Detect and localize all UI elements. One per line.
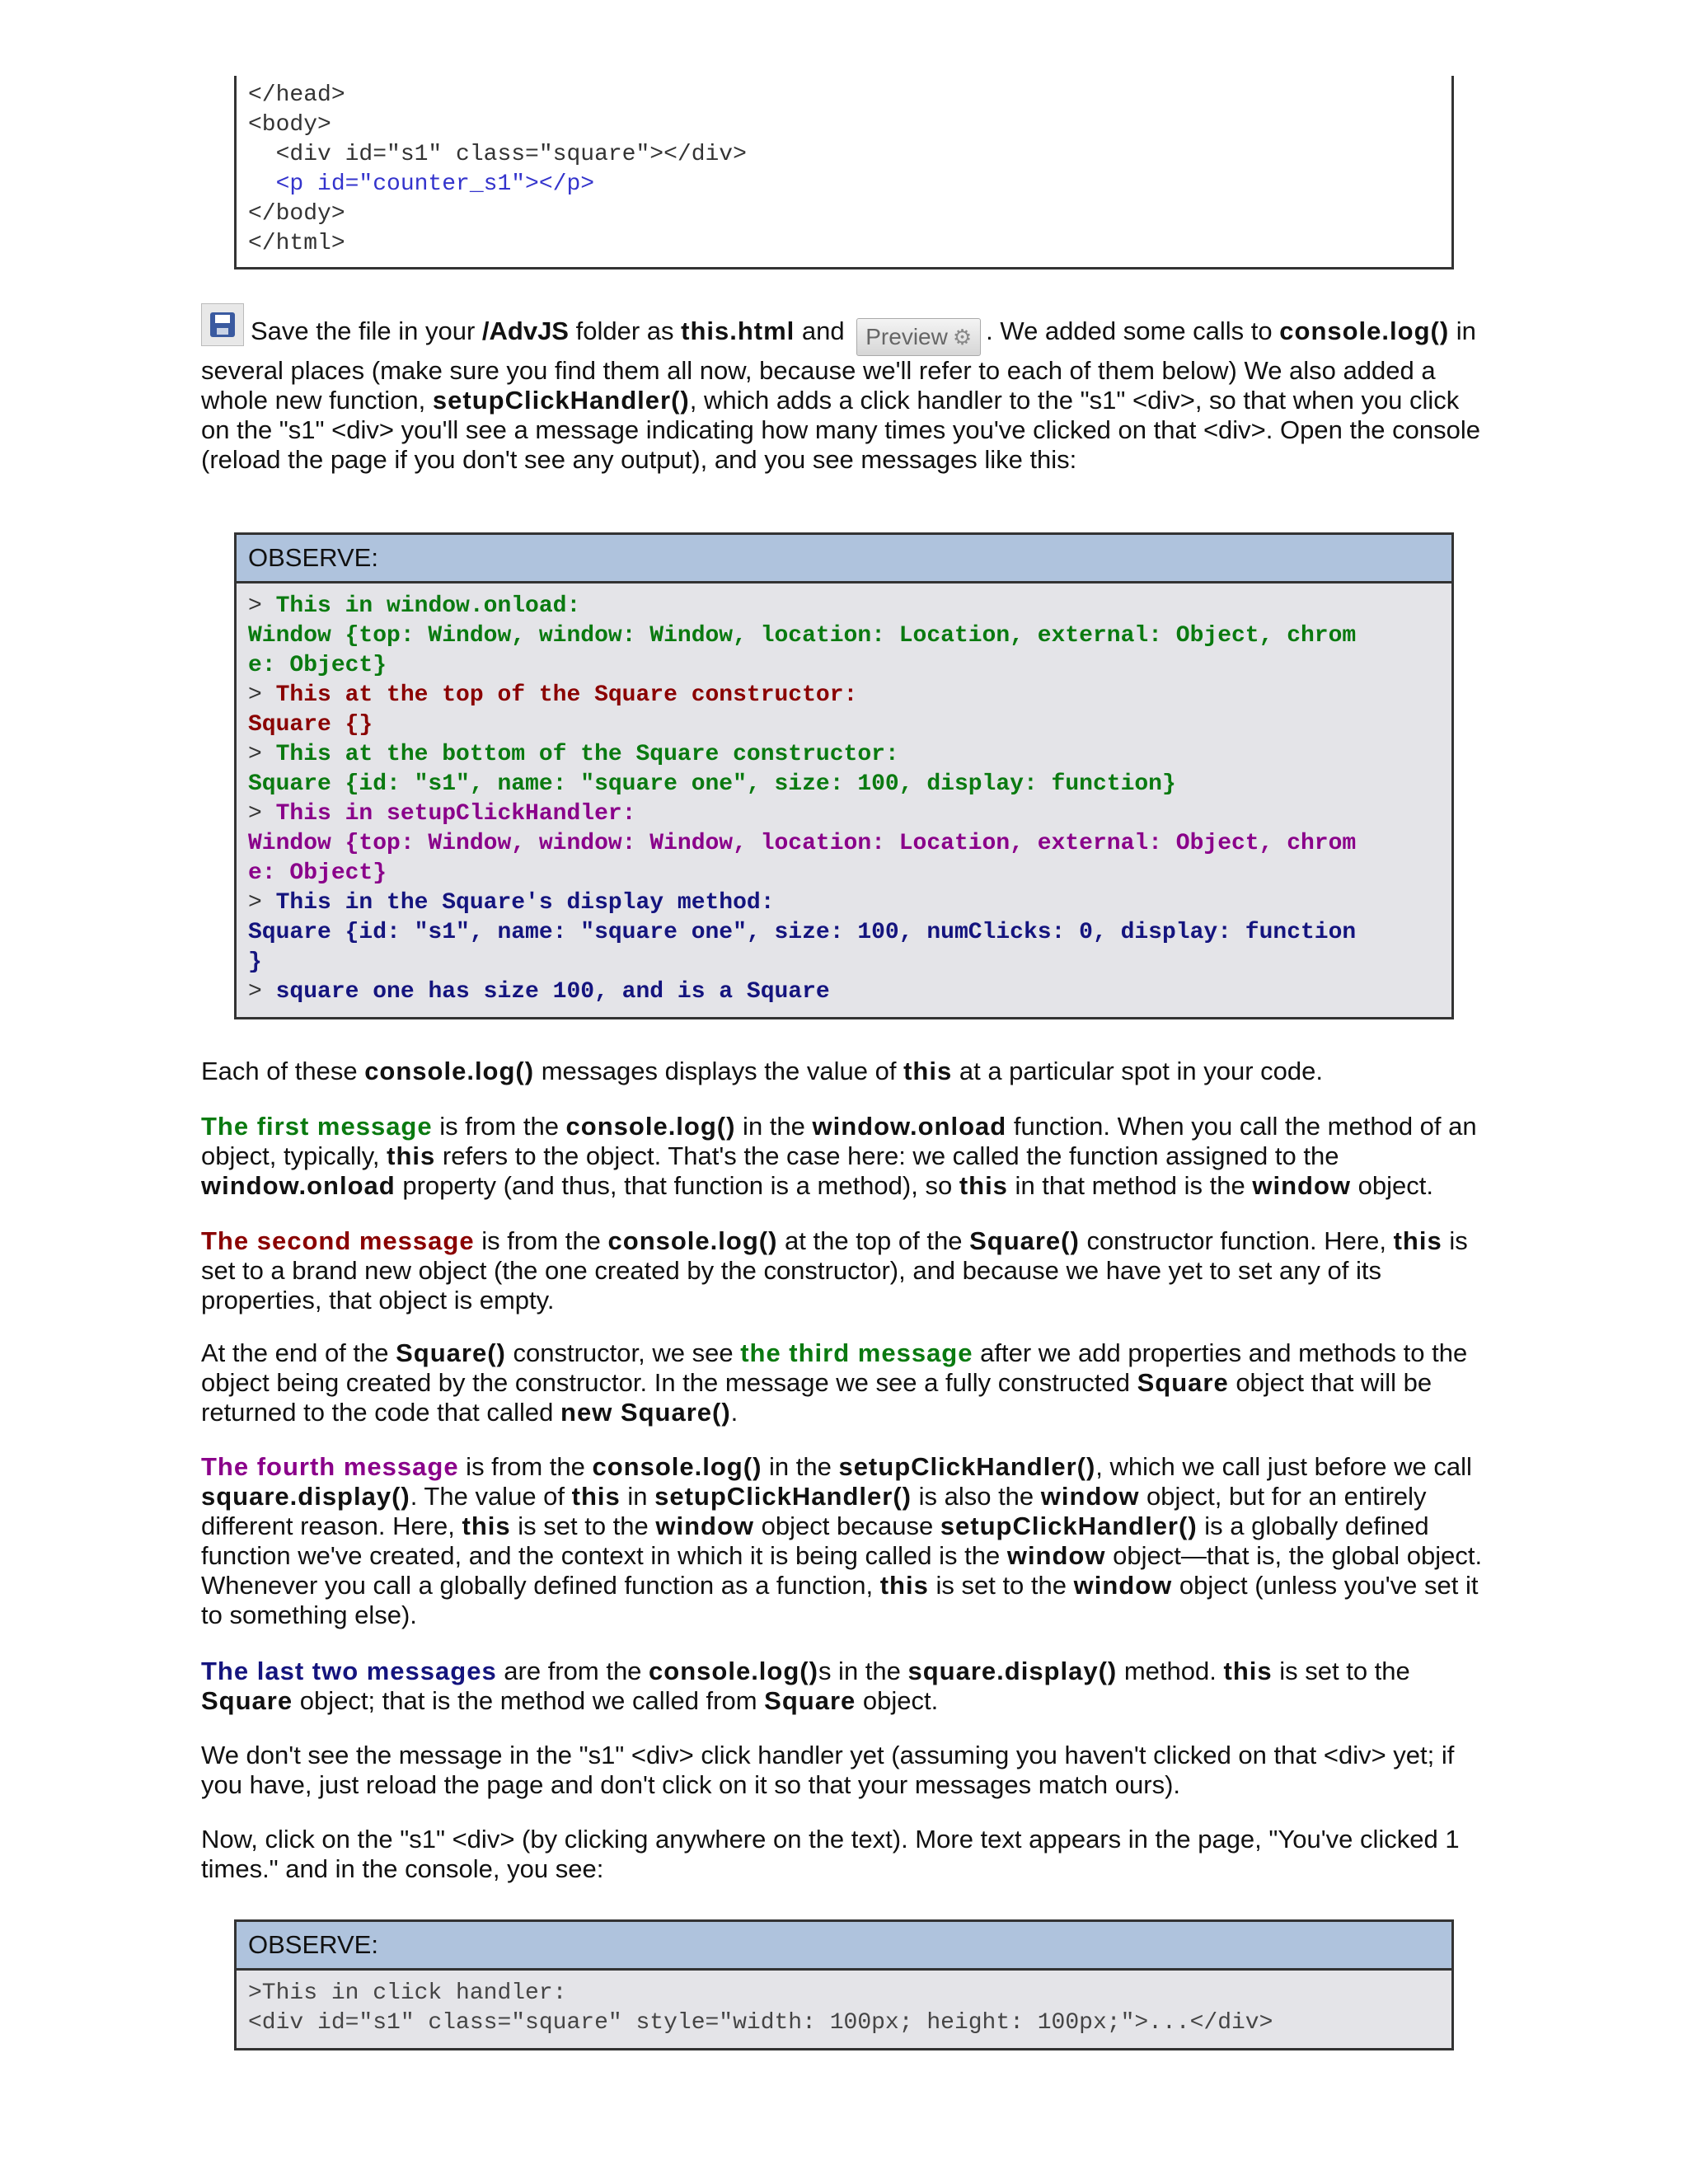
console-line: [248, 592, 1440, 621]
console-line: [248, 799, 1440, 829]
paragraph-last-messages: The last two messages are from the console.log()s in the square.display() method. this is set to the Square object; that is the method we called from Square object.: [201, 1657, 1410, 1715]
console-text: This in the Square's display method:: [275, 890, 775, 916]
prompt-marker: >: [248, 593, 276, 619]
console-line: [248, 651, 1440, 681]
console-line: [248, 918, 1440, 948]
paragraph-fourth-message: The fourth message is from the console.log() in the setupClickHandler(), which we call just before we call square.display(). The value of this in setupClickHandler() is also the window object, but for an entirely different reason. Here, this is set to the window object because setupClickHandler() is a globally defined function we've created, and the context in which it is being called is the window object—that is, the global object. Whenever you call a globally defined function as a function, this is set to the window object (unless you've set it to something else).: [201, 1452, 1483, 1629]
console-text: }: [248, 949, 262, 975]
code-line: <div id="s1" class="square"></div>: [248, 142, 747, 167]
observe-content: [237, 583, 1451, 1017]
console-line: [248, 621, 1440, 651]
console-line: [248, 770, 1440, 799]
console-text: Square {id: "s1", name: "square one", size: 100, display: function}: [248, 771, 1176, 797]
console-line: [248, 888, 1440, 918]
console-text: e: Object}: [248, 860, 387, 886]
code-line: <body>: [248, 112, 331, 138]
gear-icon: ⚙: [952, 325, 973, 349]
console-line: >This in click handler:: [248, 1980, 567, 2006]
console-text: Window {top: Window, window: Window, location: Location, external: Object, chrom: [248, 623, 1357, 649]
console-text: This at the top of the Square constructor:: [275, 682, 858, 708]
observe-content: [237, 1971, 1451, 2048]
console-text: This in window.onload:: [275, 593, 581, 619]
console-text: This in setupClickHandler:: [275, 801, 636, 827]
paragraph-each: Each of these console.log() messages displays the value of this at a particular spot in your code.: [201, 1057, 1323, 1085]
prompt-marker: >: [248, 682, 276, 708]
console-text: Square {}: [248, 712, 373, 738]
observe-header: OBSERVE:: [237, 1922, 1451, 1971]
console-text: Square {id: "s1", name: "square one", size: 100, numClicks: 0, display: function: [248, 920, 1357, 945]
console-line: <div id="s1" class="square" style="width: 100px; height: 100px;">...</div>: [248, 2010, 1273, 2036]
console-text: square one has size 100, and is a Square: [275, 979, 830, 1005]
code-line: </html>: [248, 231, 345, 256]
console-line: [248, 948, 1440, 977]
paragraph-first-message: The first message is from the console.log() in the window.onload function. When you call the method of an object, typically, this refers to the object. That's the case here: we called the function assigned to the window.onload property (and thus, that function is a method), so this in that method is the window object.: [201, 1112, 1477, 1200]
code-line: </body>: [248, 201, 345, 227]
console-line: [248, 681, 1440, 710]
prompt-marker: >: [248, 979, 276, 1005]
console-line: [248, 859, 1440, 888]
save-icon[interactable]: [201, 303, 244, 346]
prompt-marker: >: [248, 801, 276, 827]
paragraph-click-now: Now, click on the "s1" <div> (by clicking anywhere on the text). More text appears in the page, "You've clicked 1 times." and in the console, you see:: [201, 1825, 1460, 1883]
console-line: [248, 740, 1440, 770]
code-line: </head>: [248, 82, 345, 108]
prompt-marker: >: [248, 742, 276, 767]
paragraph-no-see: We don't see the message in the "s1" <div> click handler yet (assuming you haven't clicked on that <div> yet; if you have, just reload the page and don't click on it so that your messages match ours).: [201, 1741, 1455, 1799]
console-line: [248, 977, 1440, 1007]
console-text: This at the bottom of the Square constructor:: [275, 742, 899, 767]
code-listing: [234, 76, 1454, 269]
preview-button[interactable]: Preview ⚙: [856, 318, 981, 356]
paragraph-third-message: At the end of the Square() constructor, we see the third message after we add properties and methods to the object being created by the constructor. In the message we see a fully constructed Square object that will be returned to the code that called new Square().: [201, 1338, 1468, 1427]
console-line: [248, 829, 1440, 859]
paragraph-second-message: The second message is from the console.log() at the top of the Square() constructor function. Here, this is set to a brand new object (the one created by the constructor), and because we have yet to set any of its properties, that object is empty.: [201, 1226, 1468, 1315]
code-line-highlighted: <p id="counter_s1"></p>: [248, 171, 595, 197]
observe-box: [234, 532, 1454, 1019]
console-text: Window {top: Window, window: Window, location: Location, external: Object, chrom: [248, 831, 1357, 856]
observe-box-click: [234, 1919, 1454, 2050]
prompt-marker: >: [248, 890, 276, 916]
console-text: e: Object}: [248, 653, 387, 678]
observe-header: OBSERVE:: [237, 535, 1451, 583]
save-paragraph: Save the file in your /AdvJS folder as this.html and Preview ⚙ . We added some calls to console.log() in several places (make sure you find them all now, because we'll refer to each of them below) We also added a whole new function, setupClickHandler(), which adds a click handler to the "s1" <div>, so that when you click on the "s1" <div> you'll see a message indicating how many times you've clicked on that <div>. Open the console (reload the page if you don't see any output), and you see messages like this:: [201, 303, 1487, 475]
console-line: [248, 710, 1440, 740]
